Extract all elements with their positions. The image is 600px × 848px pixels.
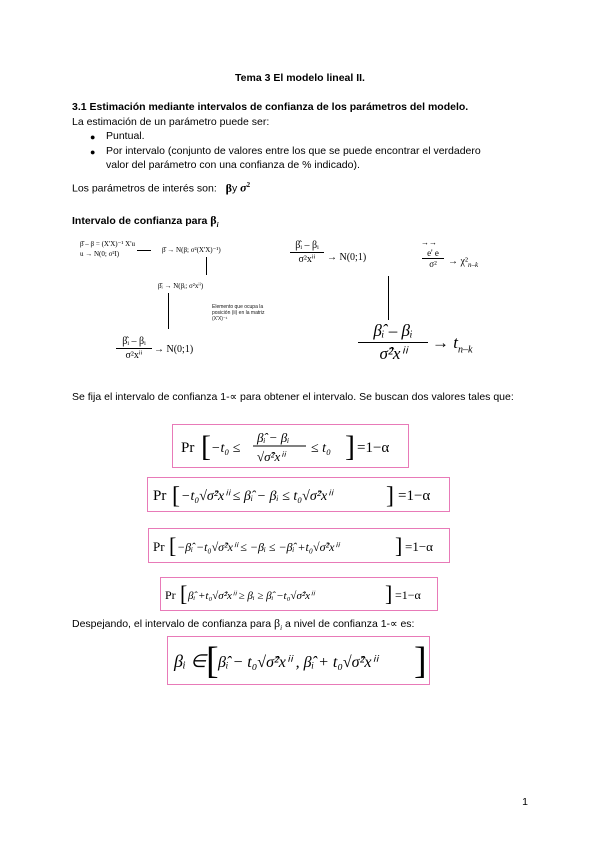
svg-text:[: [ bbox=[180, 581, 188, 606]
diagram-vline-1 bbox=[206, 257, 207, 275]
svg-text:]: ] bbox=[386, 483, 394, 509]
chi-result bbox=[448, 256, 478, 269]
bullet-dot-1: ● bbox=[90, 132, 96, 142]
diagram-vline-3 bbox=[388, 276, 389, 320]
std-mid-normal: → N(0;1) bbox=[327, 252, 367, 263]
subheading-sub: i bbox=[216, 221, 219, 230]
svg-text:[: [ bbox=[172, 483, 180, 509]
page-title: Tema 3 El modelo lineal II. bbox=[235, 72, 365, 84]
subheading-text: Intervalo de confianza para bbox=[72, 215, 208, 227]
svg-text:β̂ᵢ − t₀√σ̂²xⁱⁱ , β̂ᵢ + t₀√σ̂²: β̂ᵢ − t₀√σ̂²xⁱⁱ , β̂ᵢ + t₀√σ̂²xⁱⁱ bbox=[218, 654, 378, 671]
params-text: Los parámetros de interés son: bbox=[72, 182, 217, 195]
xx-note: Elemento que ocupa la posición (ii) en la matriz (X'X)⁻¹ bbox=[212, 304, 265, 322]
bullet-item-2-cont: valor del parámetro con una confianza de % indicado). bbox=[106, 159, 360, 171]
bullet-item-2: Por intervalo (conjunto de valores entre los que se puede encontrar el verdadero bbox=[106, 145, 481, 157]
svg-text:√σ̂²xⁱⁱ: √σ̂²xⁱⁱ bbox=[257, 449, 285, 464]
page-number: 1 bbox=[522, 796, 528, 808]
chi-arrow: → χ² bbox=[448, 256, 468, 267]
formula-box-1 bbox=[172, 424, 409, 468]
diagram-arrow-line bbox=[137, 250, 151, 251]
svg-text:Pr: Pr bbox=[181, 440, 195, 456]
svg-text:[: [ bbox=[201, 430, 211, 463]
svg-text:−t₀ ≤: −t₀ ≤ bbox=[211, 441, 241, 456]
svg-text:]: ] bbox=[395, 533, 403, 558]
diagram-def-block bbox=[80, 239, 135, 259]
despejando-sub: i bbox=[280, 624, 283, 633]
t-frac bbox=[358, 321, 428, 364]
beta-dist: β̂ → N(β; σ²(X'X)⁻¹) bbox=[162, 246, 221, 254]
svg-text:βᵢ ∈: βᵢ ∈ bbox=[174, 651, 206, 671]
beta-i-dist: β̂ᵢ → N(βᵢ; σ²xⁱⁱ) bbox=[158, 282, 204, 290]
chi-frac bbox=[422, 248, 444, 269]
svg-text:=1−α: =1−α bbox=[395, 588, 421, 602]
sigma-exponent: 2 bbox=[246, 181, 251, 189]
subheading bbox=[72, 213, 219, 229]
bullet-item-1: Puntual. bbox=[106, 130, 145, 142]
std-small-den: σ²xⁱⁱ bbox=[125, 350, 143, 361]
svg-text:Pr: Pr bbox=[153, 539, 165, 554]
std-small-num: β̂ᵢ – βᵢ bbox=[116, 336, 152, 349]
std-mid bbox=[290, 240, 324, 265]
svg-text:=1−α: =1−α bbox=[357, 440, 390, 456]
formula-box-4 bbox=[160, 577, 438, 611]
svg-text:Pr: Pr bbox=[153, 488, 167, 504]
despejando-line bbox=[72, 616, 414, 635]
t-result bbox=[432, 333, 472, 355]
svg-text:β̂ᵢ +t₀√σ̂²xⁱⁱ ≥ βᵢ ≥ β̂ᵢ −t₀√: β̂ᵢ +t₀√σ̂²xⁱⁱ ≥ βᵢ ≥ β̂ᵢ −t₀√σ̂²xⁱⁱ bbox=[188, 590, 314, 602]
svg-text:=1−α: =1−α bbox=[398, 488, 431, 504]
svg-text:=1−α: =1−α bbox=[405, 539, 433, 554]
despejando-text-a: Despejando, el intervalo de confianza para bbox=[72, 618, 272, 630]
formula-box-3 bbox=[148, 528, 450, 563]
t-num: β̂ᵢ – βᵢ bbox=[358, 321, 428, 343]
t-den: σ̂²xⁱⁱ bbox=[379, 344, 407, 363]
chi-sub: n–k bbox=[467, 261, 479, 269]
svg-text:]: ] bbox=[414, 640, 427, 682]
paragraph-2: Se fija el intervalo de confianza 1-∝ para obtener el intervalo. Se buscan dos valores tales que: bbox=[72, 391, 514, 403]
std-mid-den: σ²xⁱⁱ bbox=[298, 254, 316, 265]
svg-text:[: [ bbox=[169, 533, 177, 558]
svg-text:Pr: Pr bbox=[165, 588, 176, 602]
t-sub: n–k bbox=[457, 344, 473, 356]
std-small-normal: → N(0;1) bbox=[154, 344, 194, 355]
std-small bbox=[116, 336, 152, 361]
sigma-symbol: σ bbox=[240, 180, 247, 195]
diagram-vline-2 bbox=[168, 293, 169, 329]
formula-box-final bbox=[167, 636, 430, 685]
params-line bbox=[72, 178, 250, 196]
despejando-text-b: a nivel de confianza 1-∝ es: bbox=[284, 618, 415, 630]
svg-text:−t₀√σ̂²xⁱⁱ ≤ β̂ᵢ − βᵢ ≤ t₀√σ̂²: −t₀√σ̂²xⁱⁱ ≤ β̂ᵢ − βᵢ ≤ t₀√σ̂²xⁱⁱ bbox=[181, 489, 333, 504]
despejando-beta: β bbox=[273, 616, 281, 630]
u-def: u → N(0; σ²I) bbox=[80, 250, 120, 258]
formula-box-2 bbox=[147, 477, 450, 512]
chi-arrows: →→ bbox=[421, 238, 437, 247]
svg-text:≤ t₀: ≤ t₀ bbox=[311, 441, 331, 456]
chi-num: e' e bbox=[422, 248, 444, 259]
std-mid-num: β̂ᵢ – βᵢ bbox=[290, 240, 324, 253]
svg-text:β̂ᵢ − βᵢ: β̂ᵢ − βᵢ bbox=[257, 430, 290, 445]
svg-text:−β̂ᵢ −t₀√σ̂²xⁱⁱ ≤ −βᵢ ≤ −β̂ᵢ +: −β̂ᵢ −t₀√σ̂²xⁱⁱ ≤ −βᵢ ≤ −β̂ᵢ +t₀√σ̂²xⁱⁱ bbox=[177, 540, 339, 554]
svg-text:]: ] bbox=[385, 581, 393, 606]
section-heading: 3.1 Estimación mediante intervalos de confianza de los parámetros del modelo. bbox=[72, 101, 469, 113]
beta-hat-def: β̂ – β = (X'X)⁻¹ X'u bbox=[80, 240, 135, 248]
svg-text:]: ] bbox=[345, 430, 355, 463]
svg-text:[: [ bbox=[206, 640, 219, 682]
subheading-beta: β bbox=[210, 213, 217, 227]
beta-symbol: β bbox=[225, 180, 232, 195]
chi-den: σ² bbox=[429, 259, 437, 269]
t-arrow: → t bbox=[432, 333, 458, 352]
params-y: y bbox=[232, 182, 238, 195]
bullet-dot-2: ● bbox=[90, 147, 96, 157]
intro-text: La estimación de un parámetro puede ser: bbox=[72, 116, 270, 128]
